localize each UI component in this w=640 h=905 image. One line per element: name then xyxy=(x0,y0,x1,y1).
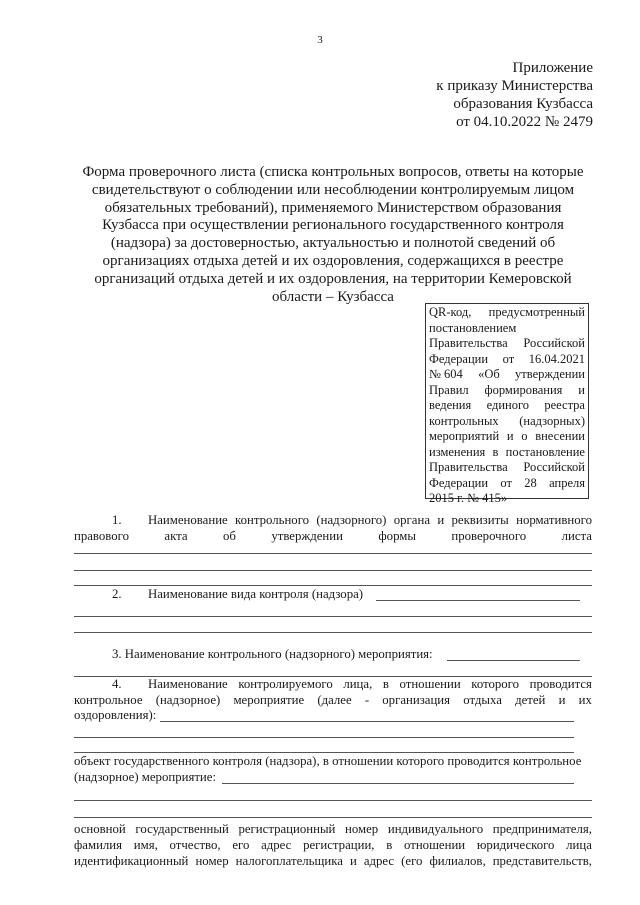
qr-box-word: постановление xyxy=(505,444,585,459)
page-number: 3 xyxy=(317,34,323,46)
word: органа xyxy=(393,513,431,527)
word: номер xyxy=(345,822,379,836)
fill-line[interactable] xyxy=(74,800,592,801)
word: в xyxy=(382,677,389,691)
qr-box-line xyxy=(429,305,585,321)
word: индивидуального xyxy=(387,822,484,836)
word: нормативного xyxy=(516,513,592,527)
qr-box-word: Российской xyxy=(523,460,585,474)
item-2-label: Наименование вида контроля (надзора) xyxy=(148,587,364,601)
word: регистрации, xyxy=(303,838,375,852)
object-fill[interactable] xyxy=(222,783,574,784)
qr-box-word: изменения xyxy=(429,444,486,459)
appendix-line: Приложение xyxy=(512,60,593,76)
word: реквизиты xyxy=(451,513,509,527)
reg-line3 xyxy=(74,854,592,869)
item-4-line1 xyxy=(148,677,592,692)
word: - xyxy=(364,693,370,707)
word: его xyxy=(232,838,250,852)
word: их xyxy=(578,693,592,707)
qr-box-line xyxy=(429,383,585,399)
word: (далее xyxy=(317,693,352,707)
fill-line[interactable] xyxy=(74,553,592,554)
word: лица, xyxy=(343,677,373,691)
qr-box-word: 2015 г. № 415» xyxy=(429,491,508,505)
title-line: Форма проверочного листа (списка контрольных вопросов, ответы на которые xyxy=(82,164,584,180)
word: Наименование xyxy=(148,513,228,527)
qr-box-line xyxy=(429,476,585,492)
item-4-line2 xyxy=(74,693,592,708)
qr-box-line xyxy=(429,445,585,461)
reg-line2 xyxy=(74,838,592,853)
qr-box-word: 28 xyxy=(524,475,537,490)
qr-box-word: в xyxy=(492,444,499,459)
qr-box-word: контрольных xyxy=(429,413,499,428)
fill-line[interactable] xyxy=(74,752,574,753)
qr-box-line xyxy=(429,429,585,445)
qr-box-word: Российской xyxy=(523,336,585,350)
appendix-line: к приказу Министерства xyxy=(436,78,593,94)
qr-box-word: Правил xyxy=(429,382,469,397)
fill-line[interactable] xyxy=(74,817,592,818)
appendix-header xyxy=(353,59,593,131)
qr-box-line xyxy=(429,398,585,414)
qr-box-word: 16.04.2021 xyxy=(528,351,585,366)
qr-box-word: реестра xyxy=(544,398,585,412)
title-line: Кузбасса при осуществлении регионального государственного контроля xyxy=(102,217,564,234)
word: имя, xyxy=(133,838,158,852)
word: юридического xyxy=(476,838,555,852)
title-line: организаций отдыха детей и их оздоровления, на территории Кемеровской xyxy=(94,270,572,287)
word: и xyxy=(437,513,445,527)
word: акта xyxy=(164,529,188,543)
qr-box-word: № 604 xyxy=(429,367,463,381)
word: листа xyxy=(561,529,592,543)
qr-box-word: и xyxy=(578,382,585,397)
word: филиалов, xyxy=(429,854,486,868)
word: и xyxy=(558,693,566,707)
item-1-line1 xyxy=(148,513,592,528)
word: контролируемого xyxy=(238,677,333,691)
word: (надзорное) xyxy=(155,693,221,707)
qr-box-word: и xyxy=(506,429,514,443)
word: основной xyxy=(74,822,126,836)
word: формы xyxy=(378,529,416,543)
qr-box-word: утверждении xyxy=(515,367,585,381)
appendix-line: от 04.10.2022 № 2479 xyxy=(456,114,593,130)
word: адрес xyxy=(363,854,395,868)
word: (его xyxy=(401,854,423,868)
object-line2: (надзорное) мероприятие: xyxy=(74,770,217,784)
item-3-label: 3. Наименование контрольного (надзорного) мероприятия: xyxy=(112,647,433,661)
word: Наименование xyxy=(148,677,228,691)
item-4-line3: оздоровления): xyxy=(74,708,157,722)
fill-line[interactable] xyxy=(74,585,592,586)
item-1-number: 1. xyxy=(112,513,122,527)
word: регистрационный xyxy=(238,822,336,836)
qr-box-word: QR-код, xyxy=(429,305,472,319)
title-line: организациях отдыха детей и их оздоровления, содержащихся в реестре xyxy=(102,252,564,269)
title-line: области – Кузбасса xyxy=(272,288,394,305)
fill-line[interactable] xyxy=(74,570,592,571)
item-4-fill[interactable] xyxy=(160,721,574,722)
word: и xyxy=(349,854,357,868)
item-4-number: 4. xyxy=(112,677,122,691)
qr-box-line xyxy=(429,414,585,430)
qr-box-word: Правительства xyxy=(429,460,508,474)
qr-box-line xyxy=(429,321,585,337)
word: фамилия xyxy=(74,838,123,852)
word: отчество, xyxy=(169,838,221,852)
qr-box-word: постановлением xyxy=(429,320,517,335)
fill-line[interactable] xyxy=(74,737,574,738)
qr-box-word: (надзорных) xyxy=(519,413,585,428)
word: адрес xyxy=(261,838,292,852)
fill-line[interactable] xyxy=(74,616,592,617)
qr-box-word: от xyxy=(502,351,515,366)
qr-box-word: Федерации xyxy=(429,475,489,490)
word: детей xyxy=(515,693,546,707)
qr-box-word: от xyxy=(500,475,512,490)
word: номер xyxy=(195,854,229,868)
item-3-fill[interactable] xyxy=(447,660,580,661)
qr-box-line xyxy=(429,367,585,383)
title-line: обязательных требований), применяемого Министерством образования xyxy=(104,199,562,216)
qr-box-word: ведения xyxy=(429,398,472,412)
word: утверждении xyxy=(271,529,343,543)
qr-box-word: единого xyxy=(486,398,530,412)
object-line1: объект государственного контроля (надзора), в отношении которого проводится контрольное xyxy=(74,754,582,768)
qr-box-line xyxy=(429,336,585,352)
qr-box-word: Правительства xyxy=(429,336,508,350)
form-title xyxy=(74,164,592,306)
word: проводится xyxy=(529,677,592,691)
word: контрольного xyxy=(235,513,310,527)
qr-box-word: «Об xyxy=(478,367,500,381)
word: правового xyxy=(74,529,129,543)
word: которого xyxy=(471,677,520,691)
qr-box-word: формирования xyxy=(484,382,563,397)
qr-box-word: о xyxy=(521,429,528,443)
word: (надзорного) xyxy=(316,513,387,527)
word: представительств, xyxy=(492,854,592,868)
qr-box-word: апреля xyxy=(549,475,585,490)
qr-box-word: Федерации xyxy=(429,351,489,366)
item-1-line2 xyxy=(74,529,592,544)
appendix-line: образования Кузбасса xyxy=(453,96,593,112)
word: отношении xyxy=(399,677,461,691)
qr-box-line xyxy=(429,352,585,368)
qr-box-word: мероприятий xyxy=(429,429,500,443)
word: отношении xyxy=(404,838,466,852)
word: лица xyxy=(566,838,592,852)
word: организация xyxy=(382,693,451,707)
qr-box-word: внесении xyxy=(535,429,585,443)
word: в xyxy=(386,838,393,852)
word: об xyxy=(222,529,236,543)
qr-code-box xyxy=(425,303,589,505)
fill-line[interactable] xyxy=(74,632,592,633)
word: предпринимателя, xyxy=(492,822,592,836)
item-2-fill[interactable] xyxy=(376,600,580,601)
title-line: свидетельствуют о соблюдении или несоблюдении контролируемым лицом xyxy=(91,181,575,198)
word: контрольное xyxy=(74,693,143,707)
item-2-number: 2. xyxy=(112,587,122,601)
word: налогоплательщика xyxy=(235,854,343,868)
reg-line1 xyxy=(74,822,592,837)
word: проверочного xyxy=(451,529,527,543)
qr-box-line xyxy=(429,460,585,476)
qr-box-word: предусмотренный xyxy=(488,305,585,319)
word: отдыха xyxy=(463,693,502,707)
word: государственный xyxy=(135,822,229,836)
word: идентификационный xyxy=(74,854,189,868)
title-line: (надзора) за достоверностью, актуальностью и полнотой сведений об xyxy=(110,235,556,252)
word: мероприятие xyxy=(233,693,305,707)
qr-box-line xyxy=(429,491,585,507)
